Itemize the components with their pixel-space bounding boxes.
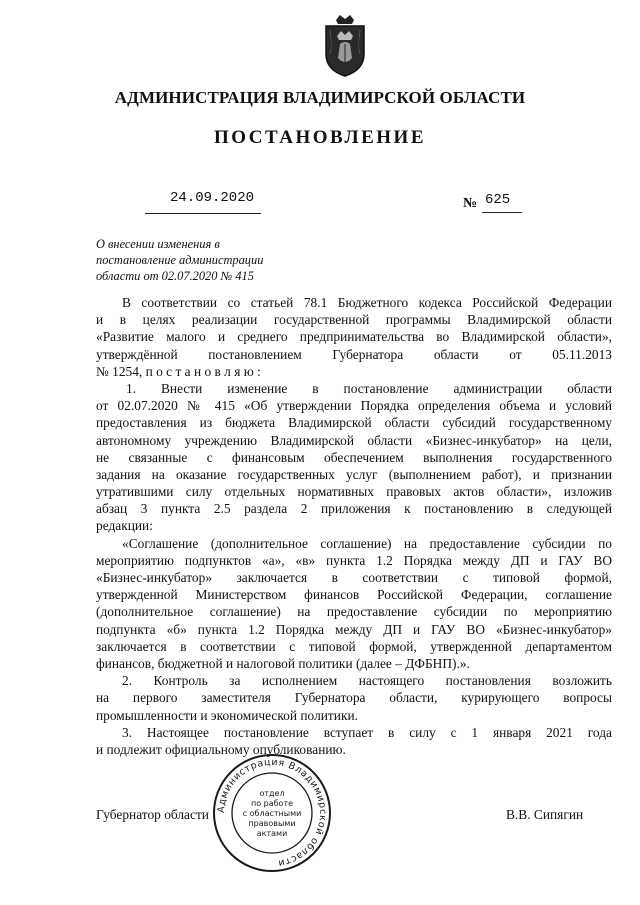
body-line: промышленности и экономической политики. — [96, 707, 358, 723]
number-underline — [482, 212, 522, 213]
document-type: ПОСТАНОВЛЕНИЕ — [213, 127, 427, 148]
document-number: 625 — [485, 192, 511, 208]
body-line: абзац 3 пункта 2.5 раздела 2 приложения к постановлению в следующей — [96, 501, 612, 517]
subject-line: постановление администрации — [96, 253, 264, 267]
body-line: мероприятию подпунктов «а», «в» пункта 1.2 Порядка между ДП и ГАУ ВО — [96, 552, 612, 568]
subject-line: области от 02.07.2020 № 415 — [96, 269, 254, 283]
stamp-center-line: по работе — [250, 799, 294, 808]
body-line: 1. Внести изменение в постановление администрации области — [126, 380, 612, 396]
signatory-name: В.В. Сипягин — [506, 807, 584, 822]
body-line: «Соглашение (дополнительное соглашение) на предоставление субсидии по — [122, 535, 612, 551]
body-line: (дополнительное соглашение) на предоставление субсидии по мероприятию — [96, 604, 612, 620]
body-line: 2. Контроль за исполнением настоящего постановления возложить — [122, 673, 612, 689]
date-underline — [145, 213, 261, 214]
body-line: задания на оказание государственных услуг (выполнением работ), и признании — [96, 466, 612, 482]
stamp-center-line: с областными — [242, 809, 302, 818]
body-line: и в целях реализации государственной программы Владимирской области — [96, 312, 612, 328]
body-line: утратившими силу отдельных нормативных правовых актов области», изложив — [96, 484, 612, 500]
stamp-center-line: правовыми — [248, 819, 296, 828]
stamp-ring-text: Администрация Владимирской области — [215, 756, 329, 869]
stamp-center-line: отдел — [259, 789, 285, 798]
organization-name: АДМИНИСТРАЦИЯ ВЛАДИМИРСКОЙ ОБЛАСТИ — [114, 88, 526, 107]
stamp-center-line: актами — [256, 829, 288, 838]
item-1-paragraph — [96, 380, 612, 535]
body-line: В соответствии со статьей 78.1 Бюджетного кодекса Российской Федерации — [122, 295, 612, 310]
item-3-paragraph — [96, 724, 612, 758]
document-body — [96, 294, 612, 758]
body-line: и подлежит официальному опубликованию. — [96, 741, 346, 757]
body-line: 3. Настоящее постановление вступает в силу с 1 января 2021 года — [122, 724, 612, 740]
document-date: 24.09.2020 — [169, 190, 254, 206]
body-line: редакции: — [96, 518, 153, 534]
body-line: № 1254, п о с т а н о в л я ю : — [96, 363, 261, 379]
body-line: предоставления из бюджета Владимирской области субсидий государственному — [96, 415, 612, 431]
body-line: «Бизнес-инкубатор» заключается в соответствии с типовой формой, — [96, 570, 612, 585]
coat-of-arms-icon — [322, 14, 368, 78]
body-line: финансов, бюджетной и налоговой политики (далее – ДФБНП).». — [96, 655, 470, 671]
document-subject — [96, 236, 296, 284]
official-stamp-icon — [211, 752, 333, 874]
number-sign: № — [463, 196, 478, 211]
signatory-position: Губернатор области — [96, 807, 209, 822]
subject-line: О внесении изменения в — [96, 237, 220, 251]
preamble-paragraph — [96, 294, 612, 380]
body-line: «Развитие малого и среднего предпринимательства во Владимирской области», — [96, 329, 612, 345]
item-2-paragraph — [96, 672, 612, 724]
body-line: автономному учреждению Владимирской области «Бизнес-инкубатор» на цели, — [96, 432, 612, 448]
body-line: утвержденной Министерством финансов Российской Федерации, соглашение — [96, 587, 612, 603]
body-line: подпункта «б» пункта 1.2 Порядка между ДП и ГАУ ВО «Бизнес-инкубатор» — [96, 621, 612, 637]
body-line: не связанные с финансовым обеспечением выполнения государственного — [96, 449, 612, 465]
quoted-text-paragraph — [96, 535, 612, 673]
body-line: заключается в соответствии с типовой формой, утвержденной департаментом — [96, 638, 612, 654]
body-line: на первого заместителя Губернатора области, курирующего вопросы — [96, 690, 612, 706]
body-line: утверждённой постановлением Губернатора области от 05.11.2013 — [96, 346, 612, 362]
body-line: от 02.07.2020 № 415 «Об утверждении Порядка определения объема и условий — [96, 398, 612, 414]
